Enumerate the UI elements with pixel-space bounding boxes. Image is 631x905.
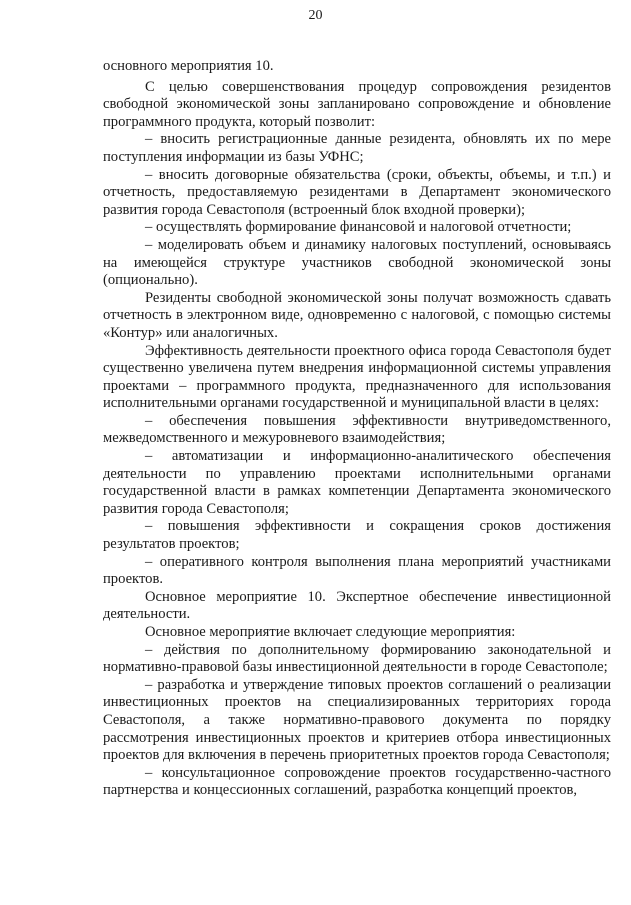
list-item: – консультационное сопровождение проектов государственно-частного партнерства и концессионных соглашений, разработка концепций проектов,	[103, 764, 611, 799]
paragraph: Эффективность деятельности проектного офиса города Севастополя будет существенно увеличена путем внедрения информационной системы управления проектами – программного продукта, предназначенного для использования исполнительными органами государственной и муниципальной власти в целях:	[103, 342, 611, 412]
list-item: – вносить договорные обязательства (сроки, объекты, объемы, и т.п.) и отчетность, предоставляемую резидентами в Департамент экономического развития города Севастополя (встроенный блок входной проверки);	[103, 166, 611, 218]
section-heading: Основное мероприятие 10. Экспертное обеспечение инвестиционной деятельности.	[103, 588, 611, 623]
list-item: – осуществлять формирование финансовой и налоговой отчетности;	[145, 219, 572, 236]
page-number: 20	[308, 8, 323, 23]
list-item: – повышения эффективности и сокращения сроков достижения результатов проектов;	[103, 518, 611, 553]
list-item: – вносить регистрационные данные резидента, обновлять их по мере поступления информации из базы УФНС;	[103, 131, 611, 165]
list-item: – разработка и утверждение типовых проектов соглашений о реализации инвестиционных проектов на специализированных территориях города Севастополя, а также нормативно-правового документа по порядку рассмотрения инвестиционных проектов и критериев отбора инвестиционных проектов для включения в перечень приоритетных проектов города Севастополя;	[103, 676, 611, 764]
list-item: – автоматизации и информационно-аналитического обеспечения деятельности по управлению проектами исполнительными органами государственной власти в рамках компетенции Департамента экономического развития города Севастополя;	[103, 448, 611, 517]
document-body	[103, 58, 611, 800]
list-item: – обеспечения повышения эффективности внутриведомственного, межведомственного и межуровневого взаимодействия;	[103, 412, 611, 447]
paragraph: Основное мероприятие включает следующие мероприятия:	[145, 624, 516, 640]
paragraph: основного мероприятия 10.	[103, 58, 274, 74]
paragraph: Резиденты свободной экономической зоны получат возможность сдавать отчетность в электронном виде, одновременно с налоговой, с помощью системы «Контур» или аналогичных.	[103, 289, 611, 341]
list-item: – моделировать объем и динамику налоговых поступлений, основываясь на имеющейся структуре участников свободной экономической зоны (опционально).	[103, 236, 611, 289]
list-item: – оперативного контроля выполнения плана мероприятий участниками проектов.	[103, 553, 611, 588]
paragraph: С целью совершенствования процедур сопровождения резидентов свободной экономической зоны запланировано сопровождение и обновление программного продукта, который позволит:	[103, 78, 611, 130]
list-item: – действия по дополнительному формированию законодательной и нормативно-правовой базы инвестиционной деятельности в городе Севастополе;	[103, 641, 611, 676]
